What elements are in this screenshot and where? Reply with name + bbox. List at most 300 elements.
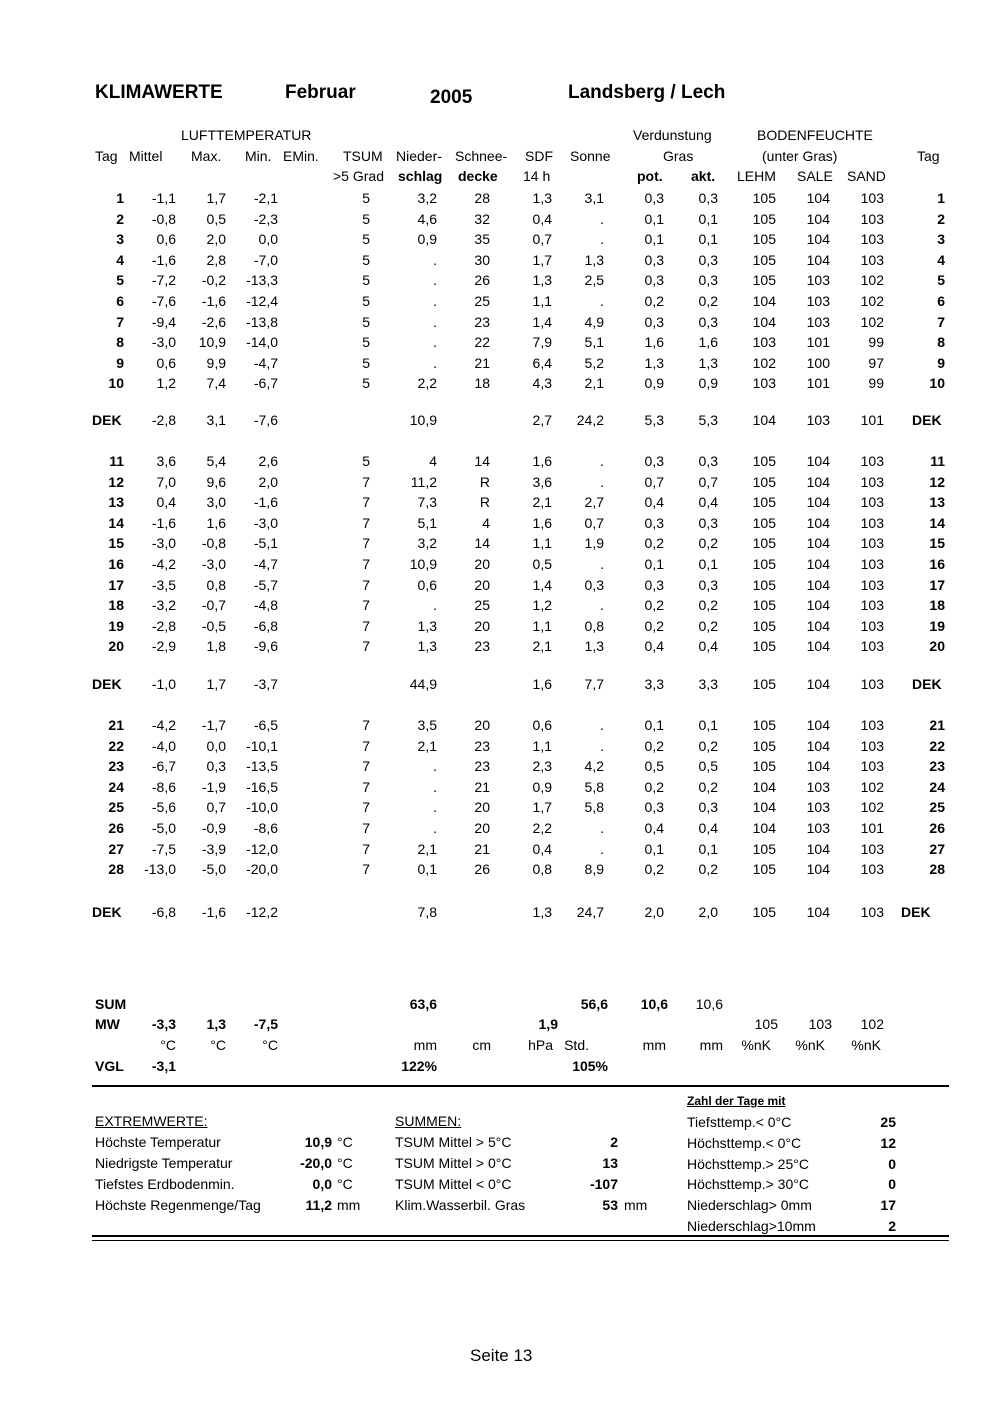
- cell-day: 6: [116, 293, 124, 309]
- sum-nieder: 63,6: [409, 996, 437, 1012]
- cell-nieder: .: [433, 778, 437, 795]
- extremwert-label: Tiefstes Erdbodenmin.: [95, 1176, 235, 1192]
- cell-day: 20: [108, 638, 124, 655]
- cell-day: 26: [108, 820, 124, 836]
- cell-day: 3: [116, 231, 124, 248]
- tage-value: 2: [888, 1218, 896, 1234]
- cell-min: -6,5: [253, 717, 278, 733]
- cell-sale: 104: [806, 210, 830, 227]
- cell-sonne: .: [600, 737, 604, 754]
- cell-sdf: 4,3: [532, 375, 552, 392]
- cell-sonne: .: [600, 231, 604, 248]
- cell-sonne: 5,2: [584, 354, 604, 371]
- cell-tsum: 7: [362, 535, 370, 552]
- cell-mittel: -6,7: [151, 758, 176, 775]
- tage-label: Höchsttemp.< 0°C: [687, 1134, 802, 1151]
- cell-min: -20,0: [246, 861, 278, 878]
- cell-day: 16: [108, 556, 124, 572]
- cell-max: 1,8: [206, 638, 226, 655]
- cell-pot: 0,2: [644, 535, 664, 552]
- cell-sale: 104: [806, 576, 830, 593]
- extremwert-label: Höchste Regenmenge/Tag: [95, 1197, 261, 1213]
- cell-day-right: DEK: [912, 412, 942, 428]
- cell-day: 24: [108, 778, 124, 795]
- cell-sand: 103: [860, 556, 884, 572]
- cell-sdf: 7,9: [532, 334, 552, 351]
- cell-sdf: 1,4: [532, 576, 552, 593]
- tage-value: 0: [888, 1155, 896, 1172]
- cell-akt: 0,4: [698, 638, 718, 655]
- cell-schnee: 21: [474, 778, 490, 795]
- tage-title: Zahl der Tage mit: [687, 1094, 786, 1108]
- header-lufttemperatur: LUFTTEMPERATUR: [181, 127, 312, 143]
- cell-sdf: 1,7: [532, 251, 552, 268]
- cell-lehm: 105: [752, 556, 776, 572]
- mw-min: -7,5: [253, 1016, 278, 1032]
- cell-sale: 104: [806, 717, 830, 733]
- cell-lehm: 104: [752, 293, 776, 309]
- cell-pot: 0,3: [644, 313, 664, 330]
- cell-nieder: .: [433, 334, 437, 351]
- cell-max: 1,7: [206, 676, 226, 692]
- summen-label: TSUM Mittel < 0°C: [395, 1176, 512, 1192]
- cell-schnee: 23: [474, 737, 490, 754]
- summen-value: -107: [589, 1176, 618, 1192]
- cell-mittel: -1,0: [151, 676, 176, 692]
- cell-day: 9: [116, 354, 124, 371]
- cell-tsum: 7: [362, 820, 370, 836]
- tage-value: 12: [880, 1134, 896, 1151]
- tage-label: Niederschlag>10mm: [687, 1218, 816, 1234]
- cell-tsum: 7: [362, 597, 370, 614]
- cell-sand: 103: [860, 494, 884, 511]
- cell-sand: 103: [860, 190, 884, 206]
- header-lehm: LEHM: [737, 168, 776, 184]
- cell-schnee: 22: [474, 334, 490, 351]
- cell-sonne: 0,3: [584, 576, 604, 593]
- cell-mittel: -13,0: [144, 861, 176, 878]
- cell-tsum: 5: [362, 453, 370, 469]
- cell-sdf: 0,6: [532, 717, 552, 733]
- cell-akt: 1,3: [698, 354, 718, 371]
- cell-pot: 0,2: [644, 597, 664, 614]
- cell-lehm: 105: [752, 904, 776, 920]
- cell-day: 1: [116, 190, 124, 206]
- tage-value: 17: [880, 1197, 896, 1214]
- cell-sand: 103: [860, 737, 884, 754]
- cell-akt: 0,2: [698, 597, 718, 614]
- cell-schnee: R: [479, 473, 490, 490]
- mw-sand: 102: [860, 1016, 884, 1032]
- cell-akt: 0,1: [698, 717, 718, 733]
- cell-mittel: -2,8: [151, 412, 176, 428]
- cell-sale: 104: [806, 597, 830, 614]
- cell-mittel: -2,9: [151, 638, 176, 655]
- cell-sale: 104: [806, 251, 830, 268]
- cell-sonne: 24,2: [576, 412, 604, 428]
- cell-schnee: 23: [474, 313, 490, 330]
- header-14h: 14 h: [523, 168, 551, 184]
- cell-akt: 5,3: [698, 412, 718, 428]
- cell-min: -12,2: [246, 904, 278, 920]
- header-gras: Gras: [663, 148, 694, 164]
- cell-day-right: 7: [937, 313, 945, 330]
- cell-lehm: 105: [752, 494, 776, 511]
- cell-sonne: 8,9: [584, 861, 604, 878]
- cell-max: -0,2: [201, 272, 226, 289]
- cell-day-right: 4: [937, 251, 945, 268]
- cell-max: 1,7: [206, 190, 226, 206]
- cell-sdf: 1,4: [532, 313, 552, 330]
- cell-schnee: 23: [474, 758, 490, 775]
- cell-schnee: 21: [474, 840, 490, 857]
- cell-mittel: -5,0: [151, 820, 176, 836]
- cell-akt: 0,3: [698, 453, 718, 469]
- cell-nieder: .: [433, 799, 437, 816]
- cell-schnee: 26: [474, 272, 490, 289]
- cell-pot: 0,3: [644, 576, 664, 593]
- cell-nieder: 7,3: [417, 494, 437, 511]
- cell-pot: 0,1: [644, 840, 664, 857]
- cell-akt: 0,3: [698, 576, 718, 593]
- tage-label: Tiefsttemp.< 0°C: [687, 1114, 792, 1130]
- cell-akt: 1,6: [698, 334, 718, 351]
- cell-sdf: 1,1: [532, 617, 552, 634]
- cell-max: 0,5: [206, 210, 226, 227]
- cell-sale: 104: [806, 676, 830, 692]
- extremwert-label: Höchste Temperatur: [95, 1134, 221, 1150]
- summen-value: 53: [602, 1197, 618, 1213]
- cell-lehm: 105: [752, 597, 776, 614]
- cell-lehm: 105: [752, 251, 776, 268]
- cell-nieder: .: [433, 758, 437, 775]
- cell-sdf: 0,4: [532, 840, 552, 857]
- cell-akt: 0,1: [698, 556, 718, 572]
- cell-akt: 0,5: [698, 758, 718, 775]
- cell-tsum: 5: [362, 190, 370, 206]
- cell-schnee: 18: [474, 375, 490, 392]
- cell-schnee: R: [479, 494, 490, 511]
- cell-mittel: -1,6: [151, 251, 176, 268]
- cell-min: -8,6: [253, 820, 278, 836]
- cell-day: 25: [108, 799, 124, 816]
- cell-sonne: .: [600, 293, 604, 309]
- cell-pot: 0,7: [644, 473, 664, 490]
- cell-sonne: 1,3: [584, 251, 604, 268]
- extremwerte-title: EXTREMWERTE:: [95, 1113, 208, 1129]
- cell-day: 23: [108, 758, 124, 775]
- cell-max: 0,8: [206, 576, 226, 593]
- mw-sdf: 1,9: [538, 1016, 558, 1032]
- cell-sonne: 24,7: [576, 904, 604, 920]
- cell-min: -9,6: [253, 638, 278, 655]
- cell-sonne: 0,7: [584, 514, 604, 531]
- cell-schnee: 35: [474, 231, 490, 248]
- tage-value: 25: [880, 1114, 896, 1130]
- cell-lehm: 105: [752, 210, 776, 227]
- cell-tsum: 5: [362, 293, 370, 309]
- cell-day-right: 5: [937, 272, 945, 289]
- cell-sdf: 2,1: [532, 494, 552, 511]
- cell-mittel: -4,0: [151, 737, 176, 754]
- cell-lehm: 104: [752, 778, 776, 795]
- cell-sdf: 1,6: [532, 676, 552, 692]
- cell-mittel: 1,2: [156, 375, 176, 392]
- cell-schnee: 14: [474, 453, 490, 469]
- cell-tsum: 7: [362, 556, 370, 572]
- cell-max: -2,6: [201, 313, 226, 330]
- cell-sdf: 1,1: [532, 737, 552, 754]
- cell-lehm: 104: [752, 799, 776, 816]
- cell-lehm: 105: [752, 840, 776, 857]
- cell-nieder: 1,3: [417, 617, 437, 634]
- cell-sand: 103: [860, 576, 884, 593]
- cell-sale: 104: [806, 514, 830, 531]
- cell-lehm: 105: [752, 717, 776, 733]
- cell-sand: 97: [868, 354, 884, 371]
- cell-day: 8: [116, 334, 124, 351]
- cell-schnee: 32: [474, 210, 490, 227]
- cell-day: DEK: [92, 904, 122, 920]
- cell-lehm: 104: [752, 412, 776, 428]
- page-title: KLIMAWERTE: [95, 82, 223, 103]
- cell-sand: 103: [860, 453, 884, 469]
- cell-min: -7,6: [253, 412, 278, 428]
- cell-sand: 99: [868, 334, 884, 351]
- cell-nieder: 44,9: [409, 676, 437, 692]
- cell-sonne: .: [600, 820, 604, 836]
- cell-akt: 0,4: [698, 820, 718, 836]
- cell-day-right: 3: [937, 231, 945, 248]
- cell-sand: 103: [860, 717, 884, 733]
- mw-lehm: 105: [754, 1016, 778, 1032]
- cell-day-right: 23: [929, 758, 945, 775]
- cell-akt: 0,2: [698, 737, 718, 754]
- cell-tsum: 5: [362, 375, 370, 392]
- cell-tsum: 7: [362, 758, 370, 775]
- cell-sale: 104: [806, 231, 830, 248]
- cell-pot: 0,2: [644, 617, 664, 634]
- cell-pot: 0,1: [644, 717, 664, 733]
- cell-sonne: 2,7: [584, 494, 604, 511]
- tage-label: Höchsttemp.> 25°C: [687, 1155, 809, 1172]
- cell-nieder: .: [433, 293, 437, 309]
- cell-sand: 102: [860, 313, 884, 330]
- cell-day-right: 8: [937, 334, 945, 351]
- cell-pot: 5,3: [644, 412, 664, 428]
- cell-sale: 103: [806, 412, 830, 428]
- cell-lehm: 105: [752, 758, 776, 775]
- cell-max: -0,8: [201, 535, 226, 552]
- cell-mittel: -7,2: [151, 272, 176, 289]
- cell-tsum: 7: [362, 514, 370, 531]
- cell-schnee: 4: [482, 514, 490, 531]
- mw-mittel: -3,3: [151, 1016, 176, 1032]
- cell-max: 3,0: [206, 494, 226, 511]
- cell-nieder: 1,3: [417, 638, 437, 655]
- unit-nieder: mm: [413, 1037, 437, 1053]
- cell-sale: 104: [806, 617, 830, 634]
- cell-nieder: .: [433, 354, 437, 371]
- cell-lehm: 105: [752, 190, 776, 206]
- cell-akt: 0,3: [698, 313, 718, 330]
- cell-sdf: 0,7: [532, 231, 552, 248]
- summen-label: TSUM Mittel > 0°C: [395, 1155, 512, 1171]
- cell-tsum: 7: [362, 799, 370, 816]
- cell-day: 10: [108, 375, 124, 392]
- cell-tsum: 7: [362, 737, 370, 754]
- cell-nieder: 10,9: [409, 412, 437, 428]
- station-label: Landsberg / Lech: [568, 82, 726, 103]
- cell-sdf: 1,6: [532, 514, 552, 531]
- cell-tsum: 7: [362, 494, 370, 511]
- vgl-mittel: -3,1: [151, 1058, 176, 1074]
- cell-min: -10,1: [246, 737, 278, 754]
- cell-sdf: 0,5: [532, 556, 552, 572]
- cell-day: 22: [108, 737, 124, 754]
- cell-sonne: .: [600, 840, 604, 857]
- cell-sdf: 2,2: [532, 820, 552, 836]
- cell-sand: 103: [860, 840, 884, 857]
- cell-mittel: -4,2: [151, 556, 176, 572]
- cell-day: 17: [108, 576, 124, 593]
- cell-max: -1,6: [201, 293, 226, 309]
- cell-day-right: 11: [930, 453, 945, 469]
- cell-sale: 101: [806, 375, 830, 392]
- cell-min: -10,0: [246, 799, 278, 816]
- cell-schnee: 28: [474, 190, 490, 206]
- cell-sand: 103: [860, 251, 884, 268]
- cell-schnee: 20: [474, 717, 490, 733]
- cell-sonne: 1,9: [584, 535, 604, 552]
- cell-max: -3,0: [201, 556, 226, 572]
- cell-day: 13: [108, 494, 124, 511]
- cell-min: -13,8: [246, 313, 278, 330]
- separator-top: [92, 1085, 949, 1087]
- cell-max: 7,4: [206, 375, 226, 392]
- cell-schnee: 26: [474, 861, 490, 878]
- cell-min: 2,0: [258, 473, 278, 490]
- cell-mittel: 0,4: [156, 494, 176, 511]
- cell-sonne: .: [600, 473, 604, 490]
- cell-sand: 103: [860, 758, 884, 775]
- cell-nieder: 11,2: [410, 473, 437, 490]
- cell-min: -5,1: [253, 535, 278, 552]
- cell-day-right: 1: [937, 190, 945, 206]
- header-mittel: Mittel: [129, 148, 163, 164]
- cell-lehm: 105: [752, 272, 776, 289]
- cell-pot: 0,3: [644, 190, 664, 206]
- cell-day: 28: [108, 861, 124, 878]
- cell-min: -4,7: [253, 354, 278, 371]
- cell-max: 0,0: [206, 737, 226, 754]
- cell-sand: 102: [860, 272, 884, 289]
- cell-sand: 103: [860, 597, 884, 614]
- cell-mittel: -7,6: [151, 293, 176, 309]
- cell-tsum: 7: [362, 576, 370, 593]
- vgl-label: VGL: [95, 1058, 124, 1074]
- cell-min: -3,7: [253, 676, 278, 692]
- vgl-nieder: 122%: [401, 1058, 437, 1074]
- cell-nieder: 4,6: [417, 210, 437, 227]
- cell-lehm: 105: [752, 231, 776, 248]
- cell-sale: 104: [806, 494, 830, 511]
- cell-pot: 0,2: [644, 737, 664, 754]
- cell-max: 2,8: [206, 251, 226, 268]
- cell-tsum: 7: [362, 840, 370, 857]
- cell-sonne: .: [600, 597, 604, 614]
- cell-tsum: 5: [362, 272, 370, 289]
- cell-sdf: 6,4: [532, 354, 552, 371]
- cell-max: 2,0: [206, 231, 226, 248]
- cell-lehm: 105: [752, 576, 776, 593]
- cell-sand: 103: [860, 904, 884, 920]
- cell-sonne: 4,2: [584, 758, 604, 775]
- year-label: 2005: [430, 87, 473, 108]
- cell-mittel: 0,6: [156, 354, 176, 371]
- page-number: Seite 13: [470, 1346, 533, 1365]
- cell-akt: 0,3: [698, 251, 718, 268]
- cell-day: 4: [116, 251, 124, 268]
- header-sonne: Sonne: [570, 148, 611, 164]
- cell-mittel: -8,6: [151, 778, 176, 795]
- cell-min: 2,6: [258, 453, 278, 469]
- cell-nieder: .: [433, 313, 437, 330]
- header-tag-right: Tag: [917, 148, 940, 164]
- cell-day-right: 18: [929, 597, 945, 614]
- cell-max: -0,9: [201, 820, 226, 836]
- cell-pot: 0,9: [644, 375, 664, 392]
- header-tsum: TSUM: [343, 148, 383, 164]
- cell-pot: 3,3: [644, 676, 664, 692]
- unit-sonne: Std.: [564, 1037, 589, 1053]
- cell-day: 18: [108, 597, 124, 614]
- header-sdf: SDF: [525, 148, 553, 164]
- cell-min: -12,0: [246, 840, 278, 857]
- cell-sale: 104: [806, 737, 830, 754]
- cell-nieder: 0,6: [417, 576, 437, 593]
- cell-mittel: -3,0: [151, 535, 176, 552]
- cell-pot: 0,1: [644, 231, 664, 248]
- cell-pot: 0,2: [644, 861, 664, 878]
- cell-akt: 0,1: [698, 231, 718, 248]
- header-emin: EMin.: [283, 148, 319, 164]
- cell-lehm: 104: [752, 820, 776, 836]
- cell-schnee: 30: [474, 251, 490, 268]
- cell-sdf: 1,3: [532, 272, 552, 289]
- cell-sdf: 0,9: [532, 778, 552, 795]
- header-tag: Tag: [95, 148, 118, 164]
- unit-sdf: hPa: [528, 1037, 553, 1053]
- cell-tsum: 5: [362, 210, 370, 227]
- tage-value: 0: [888, 1176, 896, 1193]
- cell-max: 9,6: [206, 473, 226, 490]
- extremwert-label: Niedrigste Temperatur: [95, 1155, 233, 1171]
- cell-schnee: 14: [474, 535, 490, 552]
- cell-sonne: 7,7: [584, 676, 604, 692]
- cell-max: -1,9: [201, 778, 226, 795]
- cell-max: 0,3: [206, 758, 226, 775]
- cell-akt: 0,4: [698, 494, 718, 511]
- cell-tsum: 7: [362, 638, 370, 655]
- extremwert-unit: °C: [337, 1155, 353, 1171]
- cell-day-right: 22: [929, 737, 945, 754]
- cell-mittel: -6,8: [151, 904, 176, 920]
- cell-day-right: 26: [929, 820, 945, 836]
- mw-max: 1,3: [206, 1016, 226, 1032]
- cell-mittel: 3,6: [156, 453, 176, 469]
- cell-sonne: .: [600, 210, 604, 227]
